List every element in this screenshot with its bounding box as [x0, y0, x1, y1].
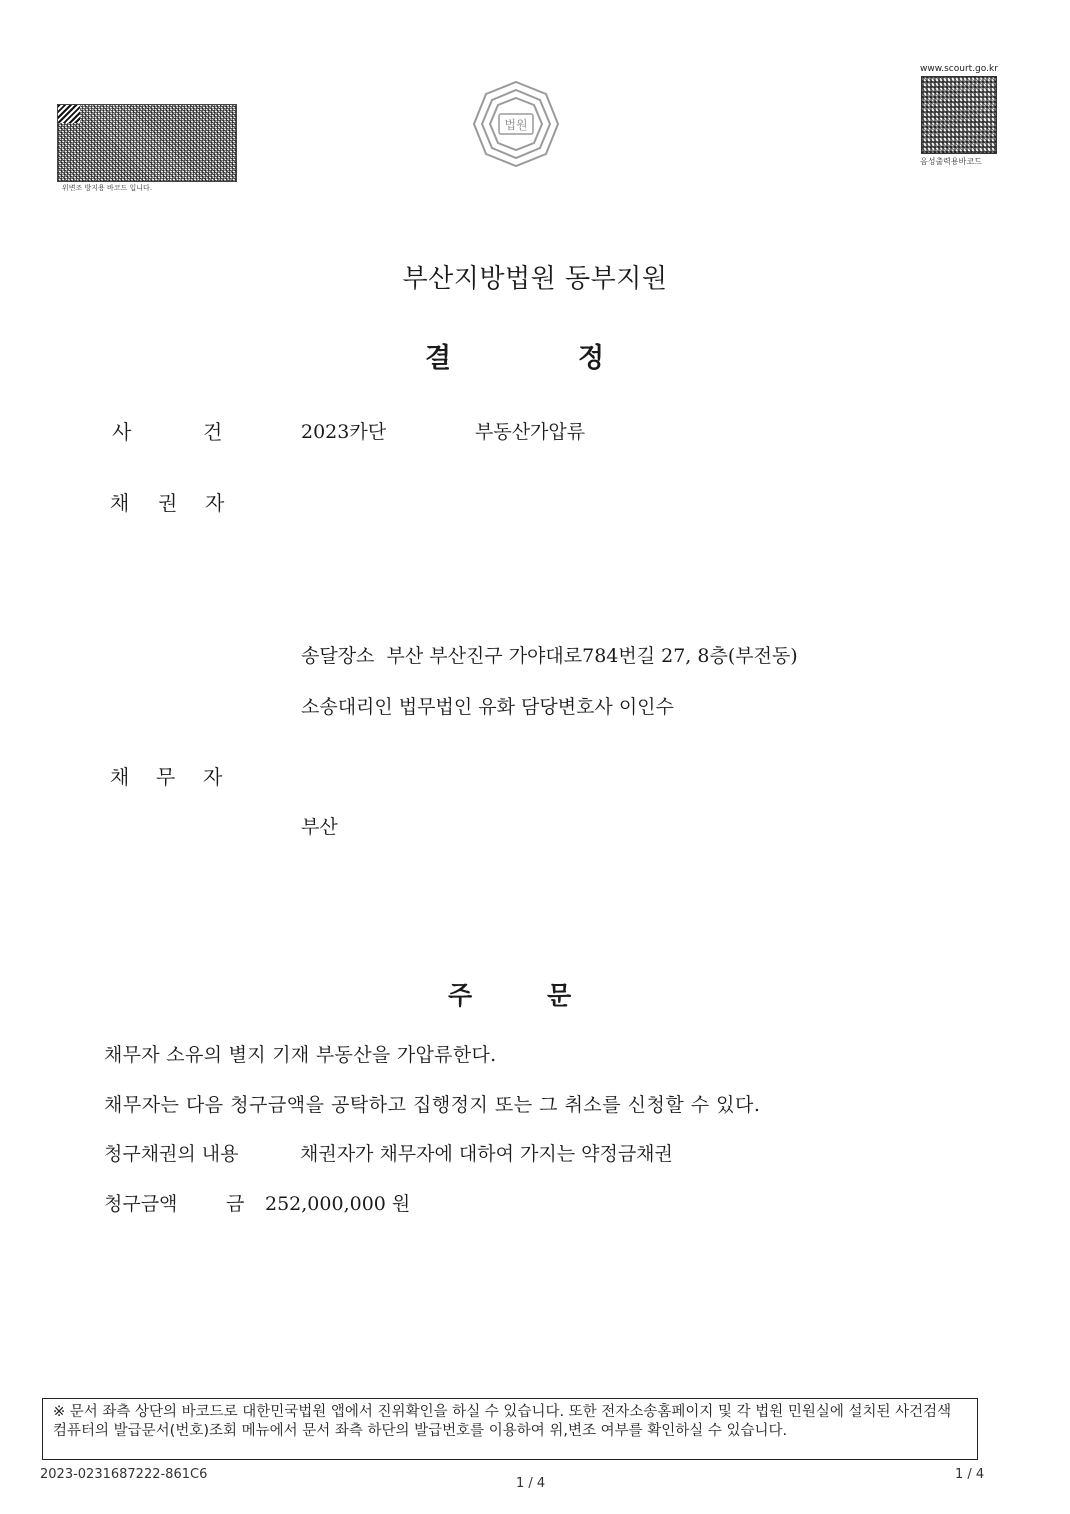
verification-notice: ※ 문서 좌측 상단의 바코드로 대한민국법원 앱에서 진위확인을 하실 수 있습니다. 또한 전자소송홈페이지 및 각 법원 민원실에 설치된 사건검색 컴퓨터의 발급문서(번호)조회 메뉴에서 문서 좌측 하단의 발급번호를 이용하여 위,변조 여부를 확인하실 수 있습니다.	[42, 1398, 978, 1460]
case-number: 2023카단	[301, 421, 387, 443]
court-seal-emblem	[470, 78, 562, 170]
document-type-char-1: 결	[425, 343, 452, 374]
page-number-right: 1 / 4	[955, 1467, 985, 1482]
page-number-center: 1 / 4	[516, 1476, 546, 1491]
creditor-service-address: 송달장소 부산 부산진구 가야대로784번길 27, 8층(부전동)	[301, 645, 798, 667]
creditor-label-char-3: 자	[205, 491, 225, 515]
voice-output-qr-code	[921, 76, 997, 154]
court-website-url: www.scourt.go.kr	[920, 64, 998, 74]
creditor-label-char-1: 채	[110, 491, 130, 515]
issue-number: 2023-0231687222-861C6	[40, 1467, 208, 1482]
amount-label: 청구금액	[104, 1193, 178, 1215]
anti-forgery-barcode	[57, 104, 237, 182]
debtor-label-char-2: 무	[156, 765, 176, 789]
debtor-label-char-1: 채	[110, 765, 130, 789]
order-line-2: 채무자는 다음 청구금액을 공탁하고 집행정지 또는 그 취소를 신청할 수 있다.	[104, 1094, 761, 1116]
debtor-label-char-3: 자	[203, 765, 223, 789]
order-heading-char-2: 문	[547, 981, 572, 1010]
case-label-char-2: 건	[203, 420, 223, 444]
claim-label: 청구채권의 내용	[104, 1143, 239, 1165]
creditor-representative: 소송대리인 법무법인 유화 담당변호사 이인수	[301, 696, 674, 718]
case-label-char-1: 사	[112, 420, 132, 444]
barcode-caption: 위변조 방지용 바코드 입니다.	[62, 184, 153, 192]
amount-prefix: 금	[226, 1193, 245, 1215]
seal-text: 법원	[504, 118, 528, 132]
claim-content: 채권자가 채무자에 대하여 가지는 약정금채권	[300, 1143, 673, 1165]
case-name: 부동산가압류	[475, 421, 586, 443]
amount-value: 252,000,000 원	[265, 1193, 411, 1215]
qr-caption: 음성출력용바코드	[920, 157, 982, 166]
creditor-label-char-2: 권	[158, 491, 178, 515]
document-type-char-2: 정	[578, 343, 605, 374]
debtor-address: 부산	[301, 816, 338, 838]
court-name: 부산지방법원 동부지원	[402, 264, 668, 294]
order-heading-char-1: 주	[448, 981, 473, 1010]
order-line-1: 채무자 소유의 별지 기재 부동산을 가압류한다.	[104, 1044, 497, 1066]
